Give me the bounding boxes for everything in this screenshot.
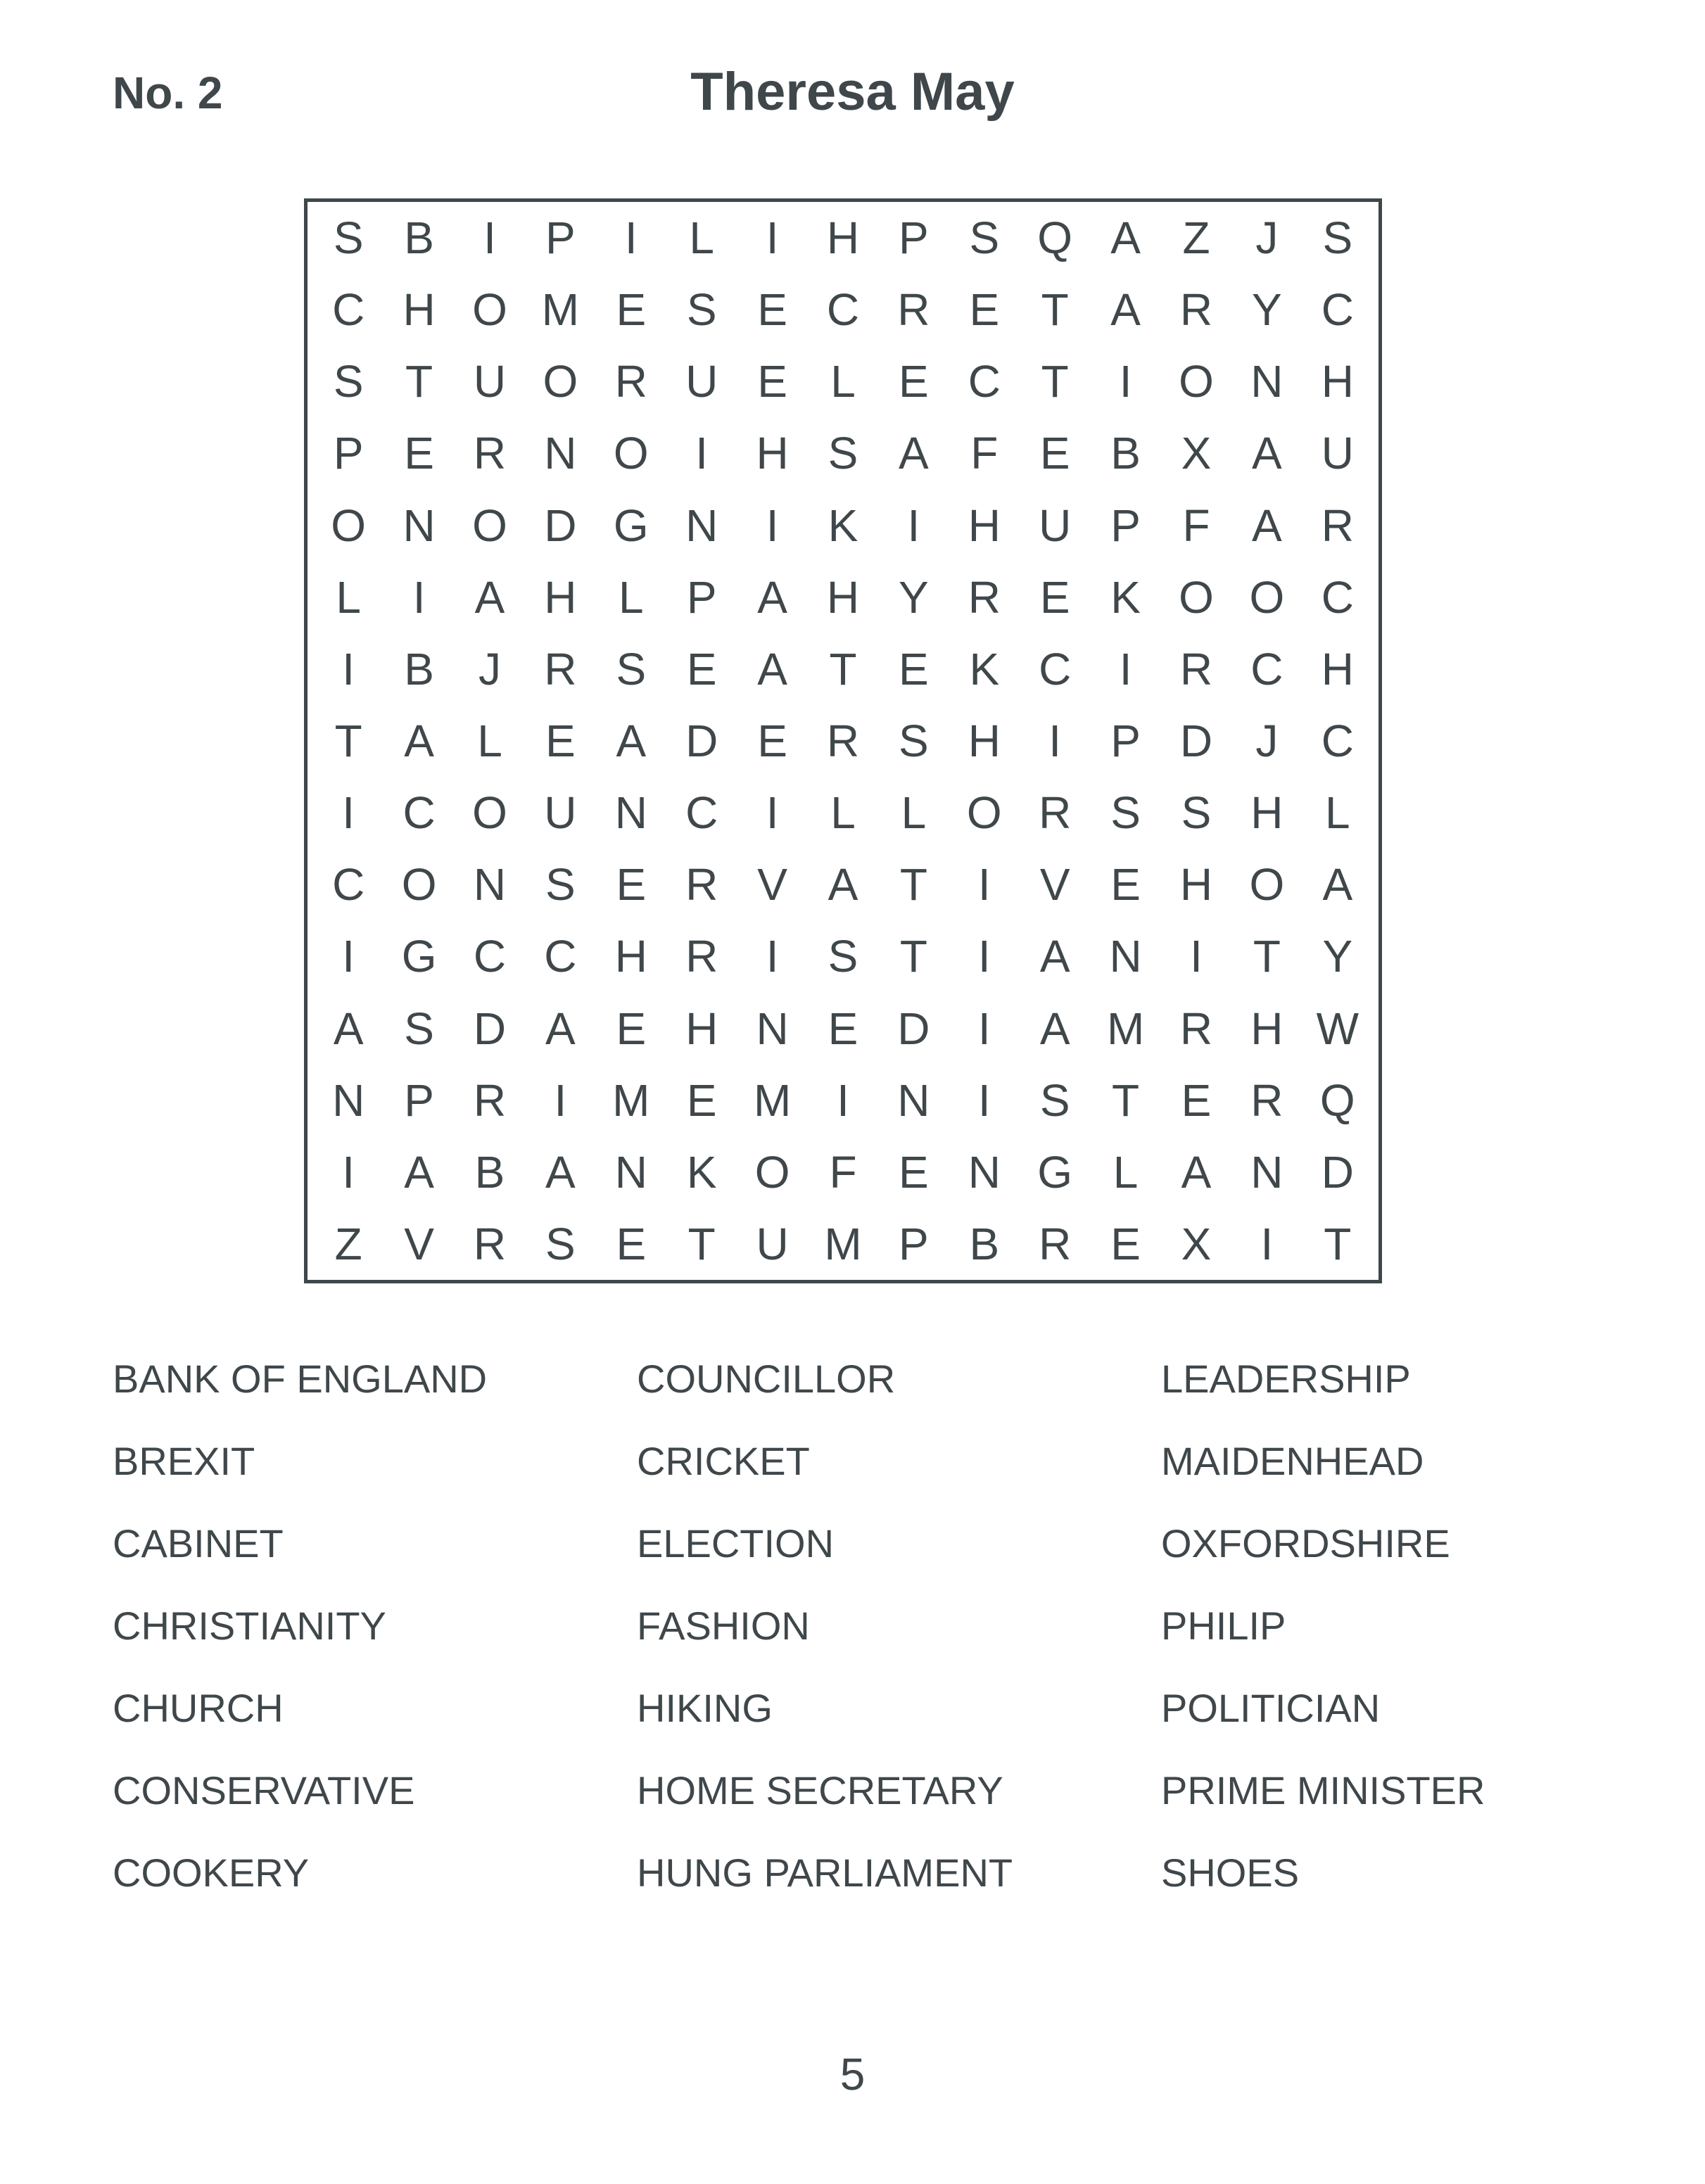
- grid-letter[interactable]: U: [756, 1218, 789, 1269]
- grid-letter[interactable]: D: [1179, 715, 1213, 766]
- grid-letter[interactable]: N: [403, 500, 436, 551]
- grid-letter[interactable]: I: [766, 500, 779, 551]
- grid-letter[interactable]: C: [332, 859, 365, 910]
- page-number: 5: [839, 2049, 866, 2100]
- grid-letter[interactable]: C: [544, 931, 577, 982]
- grid-letter[interactable]: H: [614, 931, 647, 982]
- grid-letter[interactable]: H: [1179, 859, 1213, 910]
- word-list-item: SHOES: [1161, 1850, 1300, 1895]
- grid-letter[interactable]: C: [1321, 284, 1354, 336]
- grid-letter[interactable]: E: [899, 1146, 929, 1198]
- word-list: [113, 1351, 1590, 1927]
- grid-letter[interactable]: R: [1039, 1218, 1072, 1269]
- grid-letter[interactable]: S: [969, 212, 1000, 264]
- grid-letter[interactable]: G: [1037, 1146, 1073, 1198]
- grid-letter[interactable]: M: [541, 284, 580, 336]
- grid-letter[interactable]: Y: [899, 571, 929, 623]
- grid-letter[interactable]: A: [828, 859, 858, 910]
- grid-letter[interactable]: I: [907, 500, 920, 551]
- grid-letter[interactable]: E: [757, 284, 787, 336]
- grid-letter[interactable]: Y: [1252, 284, 1282, 336]
- grid-letter[interactable]: I: [342, 1146, 355, 1198]
- grid-letter[interactable]: U: [1039, 500, 1072, 551]
- grid-letter[interactable]: I: [342, 787, 355, 839]
- grid-letter[interactable]: I: [1190, 931, 1203, 982]
- puzzle-title: Theresa May: [690, 62, 1015, 122]
- grid-letter[interactable]: I: [1119, 356, 1132, 407]
- grid-letter[interactable]: H: [756, 428, 789, 479]
- grid-letter[interactable]: S: [333, 212, 364, 264]
- grid-letter[interactable]: L: [336, 571, 361, 623]
- grid-letter[interactable]: U: [685, 356, 718, 407]
- grid-letter[interactable]: L: [901, 787, 927, 839]
- grid-letter[interactable]: O: [1249, 859, 1285, 910]
- grid-letter[interactable]: X: [1181, 1218, 1212, 1269]
- grid-letter[interactable]: D: [897, 1003, 930, 1054]
- grid-letter[interactable]: I: [977, 1074, 991, 1126]
- grid-letter[interactable]: N: [1250, 1146, 1283, 1198]
- grid-letter[interactable]: E: [1181, 1074, 1212, 1126]
- grid-letter[interactable]: O: [472, 284, 507, 336]
- grid-letter[interactable]: J: [1255, 715, 1279, 766]
- grid-letter[interactable]: I: [1048, 715, 1062, 766]
- grid-letter[interactable]: E: [757, 356, 787, 407]
- grid-letter[interactable]: I: [766, 787, 779, 839]
- word-list-item: ELECTION: [637, 1521, 835, 1566]
- grid-letter[interactable]: S: [1181, 787, 1212, 839]
- word-list-item: LEADERSHIP: [1161, 1357, 1411, 1401]
- grid-letter[interactable]: T: [687, 1218, 716, 1269]
- grid-letter[interactable]: E: [616, 284, 647, 336]
- grid-letter[interactable]: A: [1039, 1003, 1070, 1054]
- grid-letter[interactable]: S: [1110, 787, 1141, 839]
- grid-letter[interactable]: R: [544, 643, 577, 694]
- grid-letter[interactable]: A: [333, 1003, 364, 1054]
- grid-letter[interactable]: N: [614, 1146, 647, 1198]
- grid-letter[interactable]: O: [331, 500, 367, 551]
- word-list-item: CHRISTIANITY: [113, 1604, 386, 1648]
- grid-letter[interactable]: A: [1252, 500, 1282, 551]
- grid-letter[interactable]: I: [1260, 1218, 1274, 1269]
- grid-letter[interactable]: H: [685, 1003, 718, 1054]
- grid-letter[interactable]: V: [757, 859, 787, 910]
- word-list-item: COUNCILLOR: [637, 1357, 896, 1401]
- grid-letter[interactable]: I: [342, 643, 355, 694]
- grid-letter[interactable]: H: [1321, 356, 1354, 407]
- grid-letter[interactable]: I: [624, 212, 638, 264]
- grid-letter[interactable]: R: [1250, 1074, 1283, 1126]
- grid-letter[interactable]: V: [1039, 859, 1070, 910]
- word-list-item: BREXIT: [113, 1439, 255, 1483]
- grid-letter[interactable]: L: [1325, 787, 1350, 839]
- grid-letter[interactable]: E: [686, 643, 717, 694]
- grid-letter[interactable]: C: [685, 787, 718, 839]
- grid-letter[interactable]: E: [686, 1074, 717, 1126]
- grid-letter[interactable]: N: [685, 500, 718, 551]
- grid-letter[interactable]: B: [404, 212, 434, 264]
- grid-letter[interactable]: B: [404, 643, 434, 694]
- grid-letter[interactable]: C: [1321, 571, 1354, 623]
- grid-letter[interactable]: R: [1039, 787, 1072, 839]
- grid-letter[interactable]: A: [1181, 1146, 1212, 1198]
- word-search-grid-frame: [304, 198, 1382, 1283]
- grid-letter[interactable]: E: [1110, 859, 1141, 910]
- grid-letter[interactable]: M: [824, 1218, 862, 1269]
- grid-letter[interactable]: F: [970, 428, 999, 479]
- grid-letter[interactable]: E: [899, 643, 929, 694]
- grid-letter[interactable]: T: [334, 715, 362, 766]
- grid-letter[interactable]: W: [1316, 1003, 1359, 1054]
- grid-letter[interactable]: B: [1110, 428, 1141, 479]
- grid-letter[interactable]: I: [977, 1003, 991, 1054]
- word-list-item: PRIME MINISTER: [1161, 1768, 1485, 1812]
- grid-letter[interactable]: C: [968, 356, 1001, 407]
- grid-letter[interactable]: R: [1321, 500, 1354, 551]
- grid-letter[interactable]: P: [333, 428, 364, 479]
- grid-letter[interactable]: N: [332, 1074, 365, 1126]
- grid-letter[interactable]: A: [1039, 931, 1070, 982]
- grid-letter[interactable]: S: [333, 356, 364, 407]
- grid-letter[interactable]: I: [837, 1074, 849, 1126]
- grid-letter[interactable]: K: [1110, 571, 1141, 623]
- grid-letter[interactable]: Y: [1322, 931, 1353, 982]
- grid-letter[interactable]: V: [404, 1218, 434, 1269]
- grid-letter[interactable]: D: [1321, 1146, 1354, 1198]
- grid-letter[interactable]: L: [619, 571, 644, 623]
- grid-letter[interactable]: R: [473, 428, 507, 479]
- grid-letter[interactable]: N: [897, 1074, 930, 1126]
- grid-letter[interactable]: C: [332, 284, 365, 336]
- grid-letter[interactable]: E: [1039, 428, 1070, 479]
- grid-letter[interactable]: G: [613, 500, 649, 551]
- grid-letter[interactable]: B: [969, 1218, 1000, 1269]
- grid-letter[interactable]: A: [545, 1146, 576, 1198]
- grid-letter[interactable]: P: [899, 1218, 929, 1269]
- letter-grid: [308, 202, 1378, 1280]
- grid-letter[interactable]: A: [757, 571, 787, 623]
- grid-letter[interactable]: O: [543, 356, 578, 407]
- grid-letter[interactable]: I: [766, 212, 779, 264]
- grid-letter[interactable]: L: [830, 787, 856, 839]
- grid-letter[interactable]: I: [977, 859, 991, 910]
- grid-letter[interactable]: C: [1250, 643, 1283, 694]
- grid-letter[interactable]: A: [474, 571, 505, 623]
- grid-letter[interactable]: R: [685, 931, 718, 982]
- grid-letter[interactable]: S: [616, 643, 647, 694]
- grid-letter[interactable]: R: [826, 715, 860, 766]
- grid-letter[interactable]: P: [899, 212, 929, 264]
- grid-letter[interactable]: T: [1112, 1074, 1140, 1126]
- grid-letter[interactable]: K: [969, 643, 1000, 694]
- grid-letter[interactable]: E: [899, 356, 929, 407]
- grid-letter[interactable]: N: [1250, 356, 1283, 407]
- grid-letter[interactable]: T: [829, 643, 857, 694]
- word-list-item: MAIDENHEAD: [1161, 1439, 1424, 1483]
- grid-letter[interactable]: N: [544, 428, 577, 479]
- grid-letter[interactable]: J: [1255, 212, 1279, 264]
- grid-letter[interactable]: P: [1110, 500, 1141, 551]
- grid-letter[interactable]: A: [404, 715, 434, 766]
- grid-letter[interactable]: N: [968, 1146, 1001, 1198]
- grid-letter[interactable]: D: [685, 715, 718, 766]
- grid-letter[interactable]: K: [686, 1146, 717, 1198]
- word-list-item: COOKERY: [113, 1850, 310, 1895]
- grid-letter[interactable]: N: [756, 1003, 789, 1054]
- grid-letter[interactable]: R: [1179, 643, 1213, 694]
- grid-letter[interactable]: H: [1250, 1003, 1283, 1054]
- word-list-item: OXFORDSHIRE: [1161, 1521, 1450, 1566]
- grid-letter[interactable]: S: [1039, 1074, 1070, 1126]
- grid-letter[interactable]: R: [897, 284, 930, 336]
- word-list-item: CABINET: [113, 1521, 284, 1566]
- grid-letter[interactable]: A: [545, 1003, 576, 1054]
- grid-letter[interactable]: I: [977, 931, 991, 982]
- grid-letter[interactable]: E: [757, 715, 787, 766]
- grid-letter[interactable]: E: [828, 1003, 858, 1054]
- grid-letter[interactable]: E: [545, 715, 576, 766]
- grid-letter[interactable]: U: [1321, 428, 1354, 479]
- grid-letter[interactable]: O: [1179, 356, 1214, 407]
- grid-letter[interactable]: O: [472, 787, 507, 839]
- grid-letter[interactable]: M: [612, 1074, 650, 1126]
- grid-letter[interactable]: T: [1041, 356, 1069, 407]
- grid-letter[interactable]: S: [686, 284, 717, 336]
- grid-letter[interactable]: I: [554, 1074, 567, 1126]
- grid-letter[interactable]: P: [545, 212, 576, 264]
- grid-letter[interactable]: A: [1110, 212, 1141, 264]
- grid-letter[interactable]: M: [1106, 1003, 1145, 1054]
- grid-letter[interactable]: Z: [334, 1218, 362, 1269]
- grid-letter[interactable]: U: [473, 356, 507, 407]
- grid-letter[interactable]: O: [1249, 571, 1285, 623]
- grid-letter[interactable]: C: [403, 787, 436, 839]
- grid-letter[interactable]: B: [474, 1146, 505, 1198]
- grid-letter[interactable]: E: [616, 1003, 647, 1054]
- grid-letter[interactable]: F: [829, 1146, 857, 1198]
- grid-letter[interactable]: N: [473, 859, 507, 910]
- grid-letter[interactable]: S: [545, 859, 576, 910]
- grid-letter[interactable]: R: [1179, 284, 1213, 336]
- grid-letter[interactable]: A: [404, 1146, 434, 1198]
- grid-letter[interactable]: H: [1250, 787, 1283, 839]
- puzzle-number: No. 2: [113, 68, 223, 118]
- word-list-item: HOME SECRETARY: [637, 1768, 1003, 1812]
- word-list-item: PHILIP: [1161, 1604, 1286, 1648]
- grid-letter[interactable]: A: [1252, 428, 1282, 479]
- grid-letter[interactable]: D: [473, 1003, 507, 1054]
- word-list-item: HIKING: [637, 1686, 773, 1730]
- grid-letter[interactable]: S: [899, 715, 929, 766]
- grid-letter[interactable]: I: [342, 931, 355, 982]
- word-list-item: CRICKET: [637, 1439, 810, 1483]
- grid-letter[interactable]: T: [405, 356, 433, 407]
- word-list-item: CHURCH: [113, 1686, 284, 1730]
- grid-letter[interactable]: O: [754, 1146, 790, 1198]
- grid-letter[interactable]: K: [828, 500, 858, 551]
- word-list-item: BANK OF ENGLAND: [113, 1357, 488, 1401]
- grid-letter[interactable]: H: [968, 500, 1001, 551]
- grid-letter[interactable]: R: [1179, 1003, 1213, 1054]
- grid-letter[interactable]: I: [695, 428, 709, 479]
- grid-letter[interactable]: S: [828, 428, 858, 479]
- grid-letter[interactable]: Q: [1037, 212, 1073, 264]
- grid-letter[interactable]: E: [969, 284, 1000, 336]
- grid-letter[interactable]: P: [686, 571, 717, 623]
- grid-letter[interactable]: S: [545, 1218, 576, 1269]
- grid-letter[interactable]: P: [404, 1074, 434, 1126]
- grid-letter[interactable]: H: [968, 715, 1001, 766]
- grid-letter[interactable]: H: [544, 571, 577, 623]
- grid-letter[interactable]: N: [614, 787, 647, 839]
- grid-letter[interactable]: L: [689, 212, 714, 264]
- grid-letter[interactable]: R: [473, 1218, 507, 1269]
- grid-letter[interactable]: H: [403, 284, 436, 336]
- grid-letter[interactable]: C: [473, 931, 507, 982]
- grid-letter[interactable]: E: [1039, 571, 1070, 623]
- grid-letter[interactable]: T: [899, 931, 927, 982]
- grid-letter[interactable]: U: [544, 787, 577, 839]
- grid-letter[interactable]: R: [685, 859, 718, 910]
- grid-letter[interactable]: O: [401, 859, 437, 910]
- grid-letter[interactable]: C: [826, 284, 860, 336]
- grid-letter[interactable]: Q: [1319, 1074, 1355, 1126]
- grid-letter[interactable]: E: [616, 859, 647, 910]
- grid-letter[interactable]: I: [412, 571, 426, 623]
- grid-letter[interactable]: S: [404, 1003, 434, 1054]
- grid-letter[interactable]: O: [472, 500, 507, 551]
- grid-letter[interactable]: R: [968, 571, 1001, 623]
- grid-letter[interactable]: E: [1110, 1218, 1141, 1269]
- grid-letter[interactable]: T: [1041, 284, 1069, 336]
- grid-letter[interactable]: T: [899, 859, 927, 910]
- grid-letter[interactable]: A: [1110, 284, 1141, 336]
- grid-letter[interactable]: G: [401, 931, 437, 982]
- word-list-item: POLITICIAN: [1161, 1686, 1381, 1730]
- grid-letter[interactable]: L: [830, 356, 856, 407]
- grid-letter[interactable]: R: [614, 356, 647, 407]
- word-list-item: HUNG PARLIAMENT: [637, 1850, 1013, 1895]
- word-list-item: FASHION: [637, 1604, 810, 1648]
- grid-letter[interactable]: A: [616, 715, 647, 766]
- grid-letter[interactable]: I: [1119, 643, 1132, 694]
- grid-letter[interactable]: A: [899, 428, 929, 479]
- grid-letter[interactable]: C: [1321, 715, 1354, 766]
- grid-letter[interactable]: Z: [1182, 212, 1210, 264]
- grid-letter[interactable]: T: [1253, 931, 1281, 982]
- grid-letter[interactable]: J: [478, 643, 501, 694]
- grid-letter[interactable]: I: [483, 212, 496, 264]
- grid-letter[interactable]: F: [1182, 500, 1210, 551]
- grid-letter[interactable]: O: [613, 428, 649, 479]
- grid-letter[interactable]: S: [828, 931, 858, 982]
- word-list-item: CONSERVATIVE: [113, 1768, 415, 1812]
- grid-letter[interactable]: E: [616, 1218, 647, 1269]
- grid-letter[interactable]: I: [766, 931, 779, 982]
- grid-letter[interactable]: C: [1039, 643, 1072, 694]
- grid-letter[interactable]: O: [966, 787, 1002, 839]
- grid-letter[interactable]: E: [404, 428, 434, 479]
- grid-letter[interactable]: H: [1321, 643, 1354, 694]
- grid-letter[interactable]: A: [1322, 859, 1353, 910]
- grid-letter[interactable]: D: [544, 500, 577, 551]
- grid-letter[interactable]: O: [1179, 571, 1214, 623]
- grid-letter[interactable]: X: [1181, 428, 1212, 479]
- grid-letter[interactable]: M: [753, 1074, 792, 1126]
- grid-letter[interactable]: H: [826, 212, 860, 264]
- grid-letter[interactable]: L: [477, 715, 502, 766]
- grid-letter[interactable]: L: [1113, 1146, 1139, 1198]
- grid-letter[interactable]: P: [1110, 715, 1141, 766]
- grid-letter[interactable]: S: [1322, 212, 1353, 264]
- grid-letter[interactable]: A: [757, 643, 787, 694]
- grid-letter[interactable]: N: [1109, 931, 1142, 982]
- grid-letter[interactable]: H: [826, 571, 860, 623]
- grid-letter[interactable]: T: [1324, 1218, 1352, 1269]
- grid-letter[interactable]: R: [473, 1074, 507, 1126]
